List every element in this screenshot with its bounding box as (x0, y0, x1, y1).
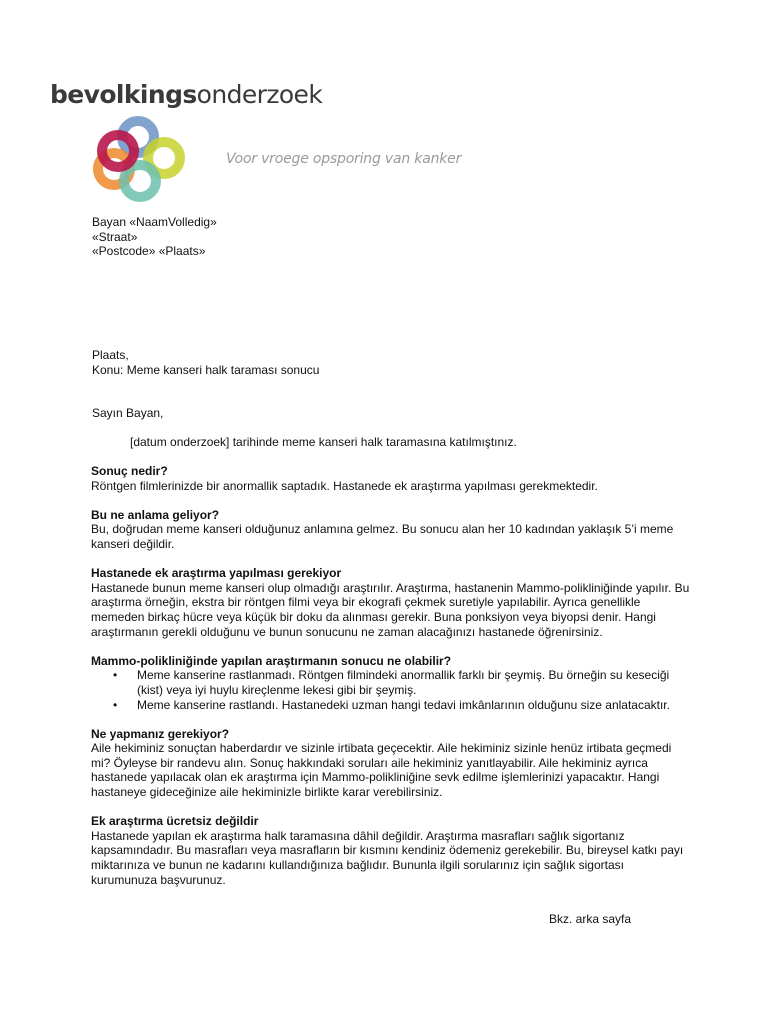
section-body: Hastanede yapılan ek araştırma halk taramasına dâhil değildir. Araştırma masrafları sağlık sigortanız kapsamındadır. Bu masrafları veya masrafların bir kısmını kendiniz ödemeniz gerekebilir. Bu, bireysel katkı payı miktarınıza ve bunun ne kadarını kullandığınıza bağlıdır. Bununla ilgili sorularınız için sağlık sigortası kurumunuza başvurunuz. (91, 828, 684, 887)
salutation: Sayın Bayan, (92, 406, 164, 420)
recipient-address (92, 215, 217, 259)
section-result (91, 464, 691, 493)
letter-meta (92, 348, 319, 377)
place: Plaats, (92, 348, 129, 362)
section-heading: Ne yapmanız gerekiyor? (91, 726, 230, 741)
outcome-list (91, 668, 691, 712)
bullet-icon: • (113, 697, 118, 712)
subject: Konu: Meme kanseri halk taraması sonucu (92, 362, 320, 377)
brand-logo-text (50, 82, 322, 107)
logo-rings-icon (90, 113, 190, 203)
address-line-name: Bayan «NaamVolledig» (92, 215, 217, 229)
section-body: Röntgen filmlerinizde bir anormallik saptadık. Hastanede ek araştırma yapılması gerekmektedir. (91, 478, 598, 493)
brand-bold: bevolkings (50, 80, 197, 109)
list-item-text: Meme kanserine rastlandı. Hastanedeki uzman hangi tedavi imkânlarının olduğunu size anlatacaktır. (137, 697, 670, 712)
section-meaning (91, 508, 691, 552)
ring-teal (124, 165, 156, 197)
intro-paragraph: [datum onderzoek] tarihinde meme kanseri halk taramasına katılmıştınız. (130, 435, 517, 449)
list-item (91, 668, 691, 697)
section-body: Bu, doğrudan meme kanseri olduğunuz anlamına gelmez. Bu sonucu alan her 10 kadından yaklaşık 5’i meme kanseri değildir. (91, 522, 674, 551)
brand-regular: onderzoek (196, 80, 323, 109)
section-further-research (91, 566, 691, 639)
section-heading: Mammo-polikliniğinde yapılan araştırmanın sonucu ne olabilir? (91, 653, 452, 668)
section-heading: Sonuç nedir? (91, 464, 168, 478)
tagline: Voor vroege opsporing van kanker (226, 151, 462, 167)
bullet-icon: • (113, 668, 118, 683)
letter-body (91, 464, 691, 902)
section-what-to-do (91, 727, 691, 800)
section-body: Aile hekiminiz sonuçtan haberdardır ve sizinle irtibata geçecektir. Aile hekiminiz sizinle henüz irtibata geçmedi mi? Öyleyse bir randevu alın. Sonuç hakkındaki soruları aile hekiminiz yanıtlayabilir. Aile hekiminiz ayrıca hastanede yapılacak olan ek araştırma için Mammo-polikliniğine sevk edilme işlemlerinizi yapacaktır. Hangi hastaneye gideceğinize aile hekiminizle birlikte karar verebilirsiniz. (91, 741, 672, 800)
address-line-postcode: «Postcode» «Plaats» (92, 244, 206, 259)
list-item (91, 698, 691, 713)
section-body: Hastanede bunun meme kanseri olup olmadığı araştırılır. Araştırma, hastanenin Mammo-polikliniğinde yapılır. Bu araştırma örneğin, ekstra bir röntgen filmi veya bir ekografi çekmek suretiyle yapılabilir. Ayrıca genellikle memeden birkaç hücre veya küçük bir doku da alınması gerekir. Buna ponksiyon veya biyopsi denir. Hangi araştırmanın gerekli olduğunu ve bunun sonucunu ne zaman alacağınızı hastanede öğrenirsiniz. (91, 580, 690, 639)
section-possible-outcomes (91, 654, 691, 712)
section-heading: Bu ne anlama geliyor? (91, 507, 220, 522)
section-heading: Hastanede ek araştırma yapılması gerekiyor (91, 566, 342, 581)
address-line-street: «Straat» (92, 229, 138, 244)
list-item-text: Meme kanserine rastlanmadı. Röntgen filmindeki anormallik farklı bir şeymiş. Bu örneğin su keseciği (kist) veya iyi huylu kireçlenme lekesi gibi bir şeymiş. (137, 668, 670, 697)
section-costs (91, 814, 691, 887)
section-heading: Ek araştırma ücretsiz değildir (91, 814, 259, 829)
next-page-note: Bkz. arka sayfa (549, 912, 632, 926)
